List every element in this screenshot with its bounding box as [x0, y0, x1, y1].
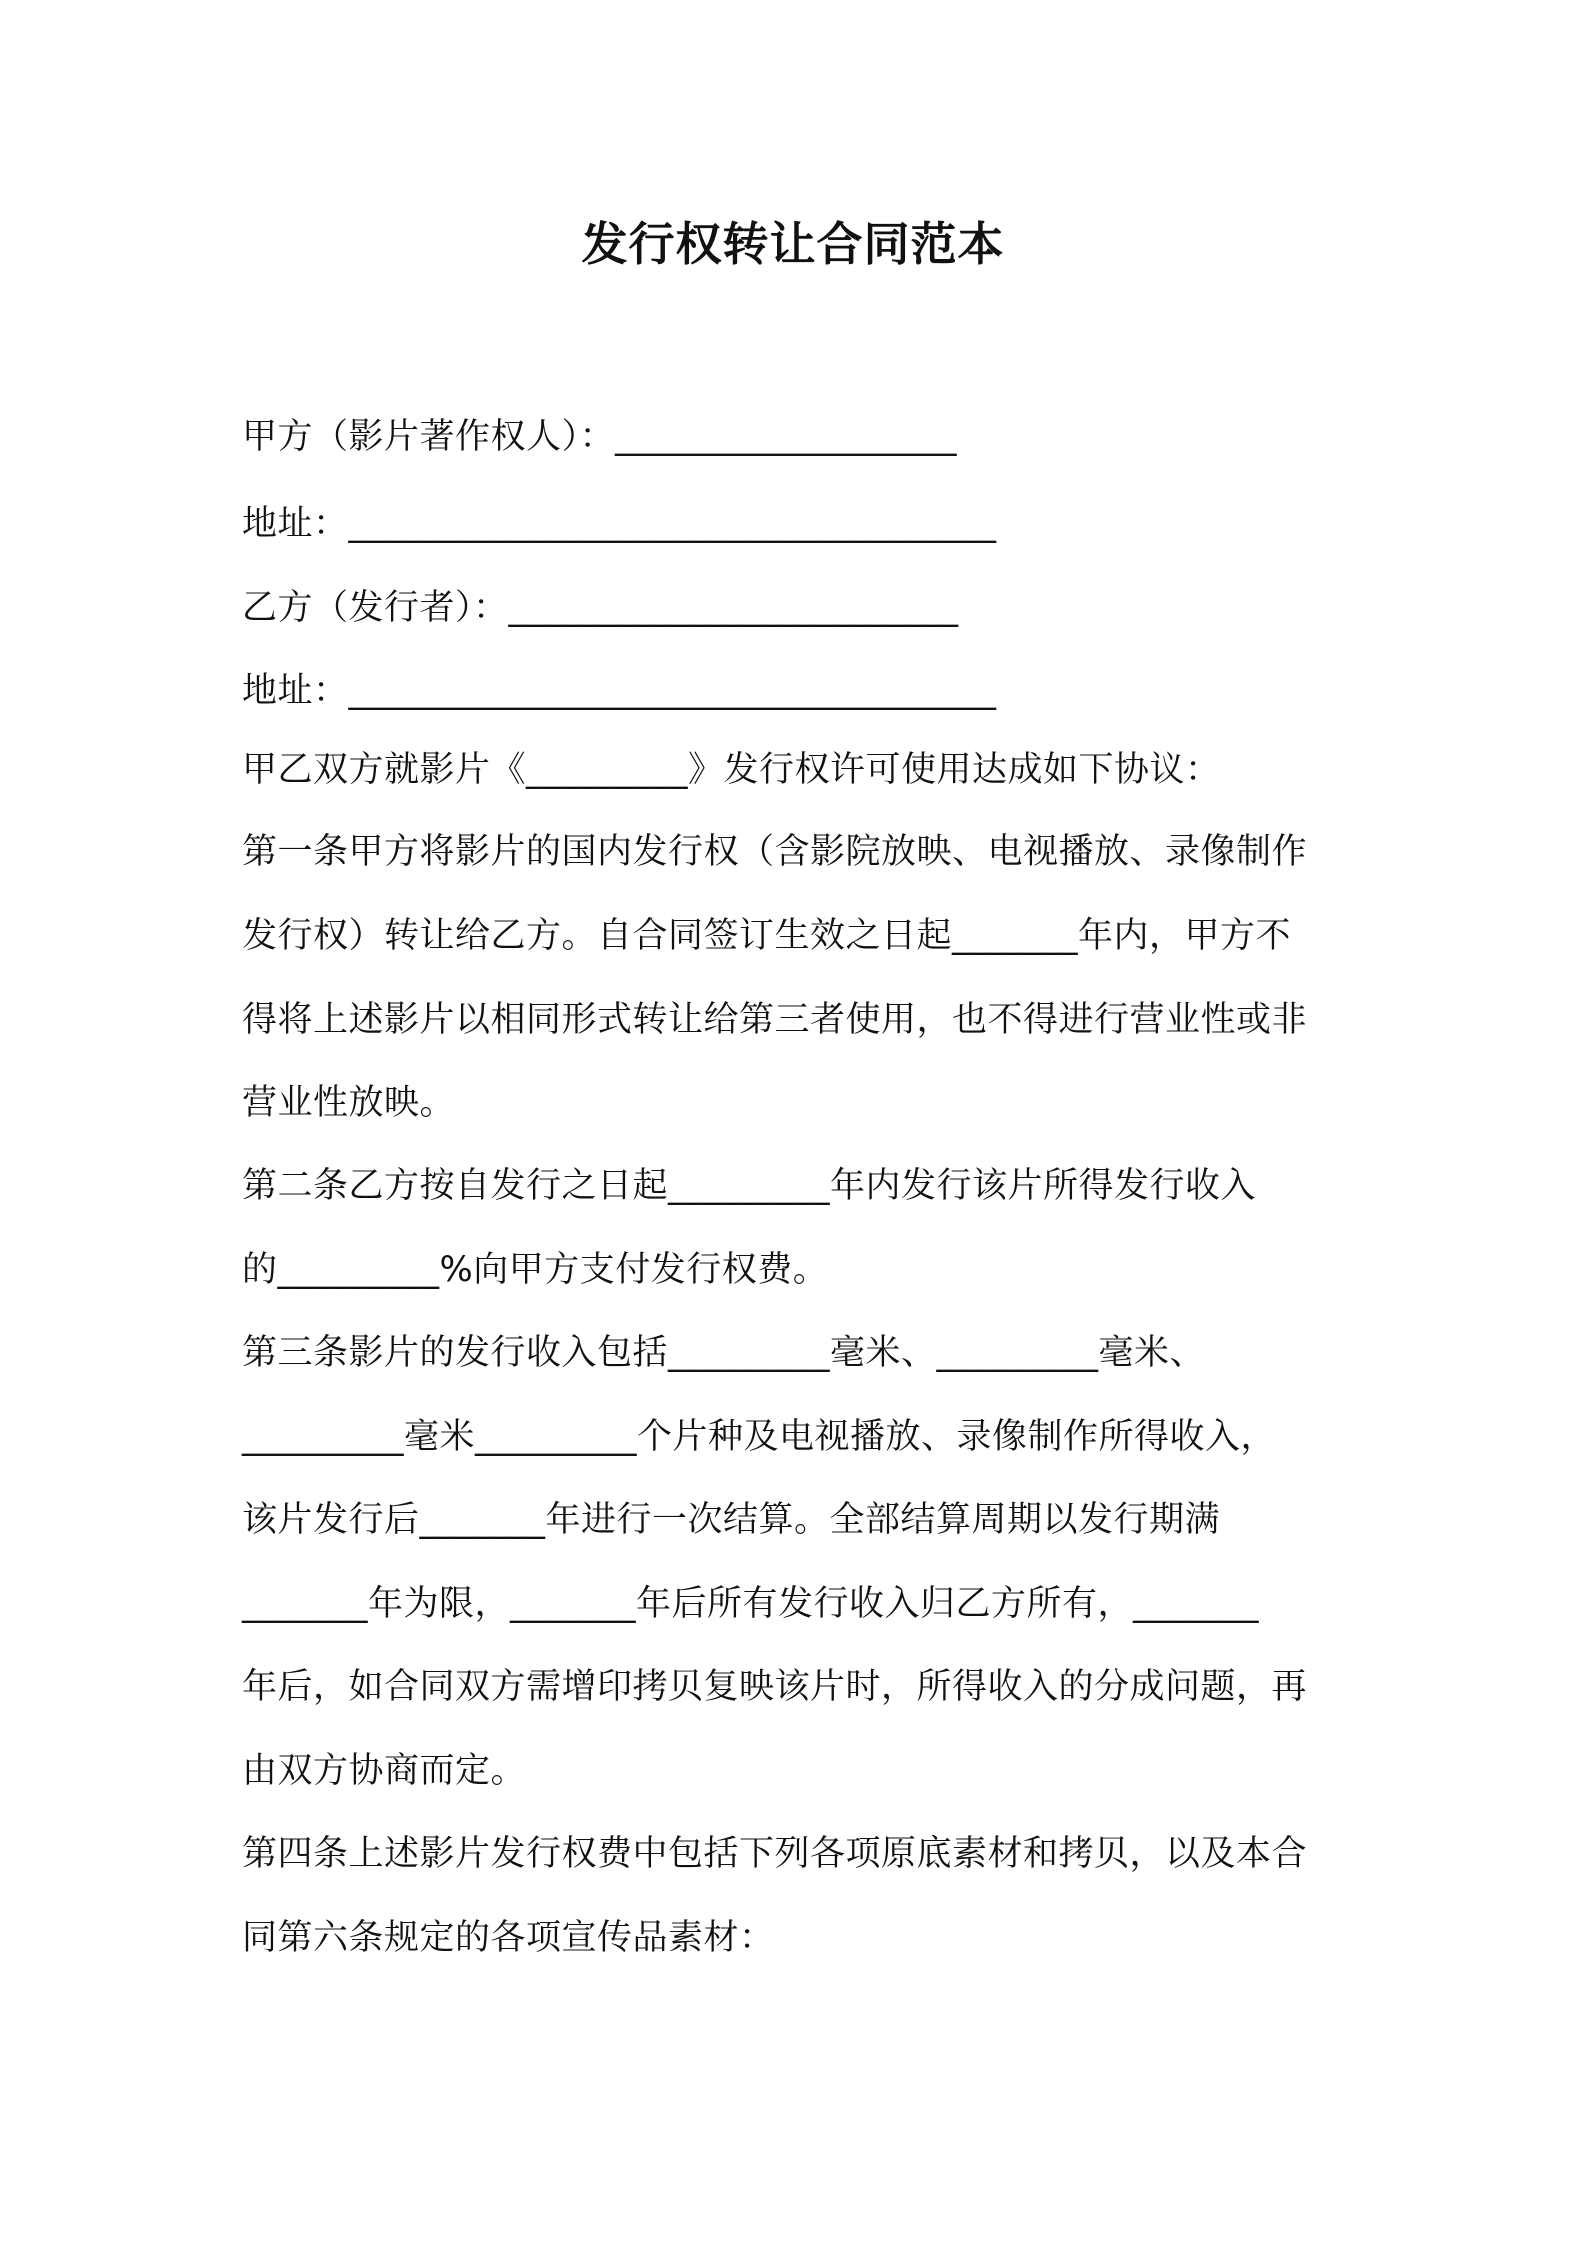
- clause-4-line-2: 同第六条规定的各项宣传品素材：: [242, 1918, 775, 1958]
- clause-1-line-4: 营业性放映。: [242, 1083, 456, 1123]
- party-b-line: 乙方（发行者）：_________________________: [242, 588, 959, 628]
- clause-1-line-3: 得将上述影片以相同形式转让给第三者使用，也不得进行营业性或非: [242, 1000, 1308, 1040]
- document-title: 发行权转让合同范本: [581, 217, 1005, 271]
- clause-2-line-2: 的_________%向甲方支付发行权费。: [242, 1250, 829, 1290]
- clause-3-line-2: _________毫米_________个片种及电视播放、录像制作所得收入，: [242, 1417, 1277, 1457]
- party-b-address-line: 地址：____________________________________: [242, 671, 997, 711]
- clause-1-line-1: 第一条甲方将影片的国内发行权（含影院放映、电视播放、录像制作: [242, 832, 1308, 872]
- clause-3-line-3: 该片发行后_______年进行一次结算。全部结算周期以发行期满: [242, 1500, 1221, 1540]
- clause-2-line-1: 第二条乙方按自发行之日起_________年内发行该片所得发行收入: [242, 1166, 1257, 1206]
- clause-3-line-1: 第三条影片的发行收入包括_________毫米、_________毫米、: [242, 1333, 1206, 1373]
- clause-3-line-4: _______年为限，_______年后所有发行收入归乙方所有，_______: [242, 1584, 1260, 1624]
- party-a-address-line: 地址：____________________________________: [242, 504, 997, 544]
- clause-4-line-1: 第四条上述影片发行权费中包括下列各项原底素材和拷贝，以及本合: [242, 1834, 1308, 1874]
- agreement-intro-line: 甲乙双方就影片《_________》发行权许可使用达成如下协议：: [242, 750, 1221, 790]
- party-a-line: 甲方（影片著作权人）：___________________: [242, 417, 958, 457]
- clause-3-line-6: 由双方协商而定。: [242, 1751, 527, 1791]
- clause-1-line-2: 发行权）转让给乙方。自合同签订生效之日起_______年内，甲方不: [242, 916, 1292, 956]
- clause-3-line-5: 年后，如合同双方需增印拷贝复映该片时，所得收入的分成问题，再: [242, 1667, 1308, 1707]
